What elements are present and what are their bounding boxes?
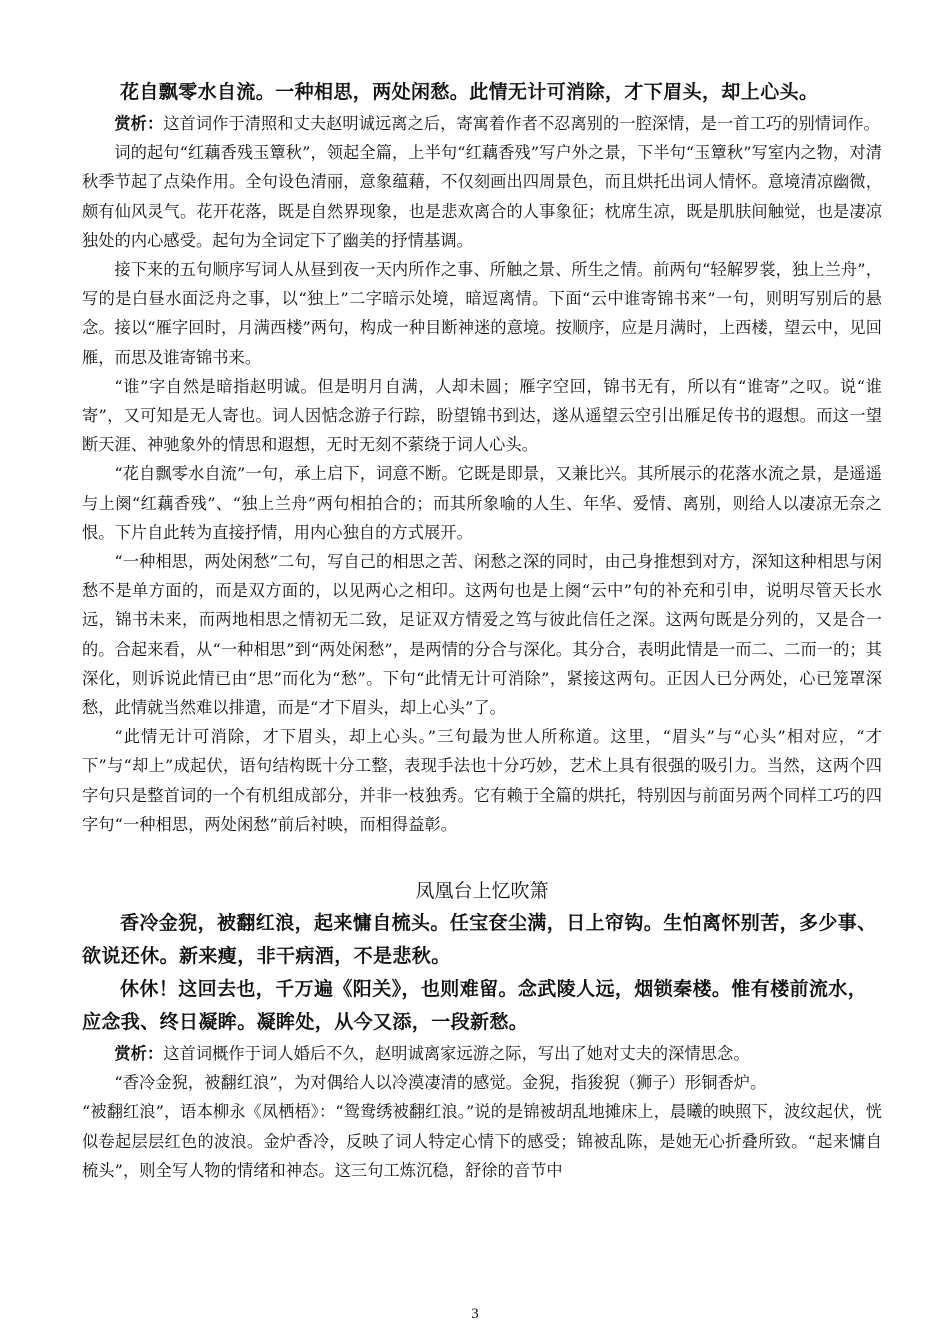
- page-number: 3: [471, 1306, 479, 1322]
- appreciation-intro: [82, 109, 882, 138]
- verse-line: 香冷金猊，被翻红浪，起来慵自梳头。任宝奁尘满，日上帘钩。生怕离怀别苦，多少事、欲说还休。新来瘦，非干病酒，不是悲秋。: [82, 912, 877, 968]
- paragraph: “花自飘零水自流”一句，承上启下，词意不断。它既是即景，又兼比兴。其所展示的花落水流之景，是遥遥与上阕“红藕香残”、“独上兰舟”两句相拍合的；而其所象喻的人生、年华、爱情、离别，则给人以凄凉无奈之恨。下片自此转为直接抒情，用内心独自的方式展开。: [82, 464, 882, 542]
- appreciation-label: 赏析：: [114, 114, 164, 133]
- paragraph: 接下来的五句顺序写词人从昼到夜一天内所作之事、所触之景、所生之情。前两句“轻解罗裳，独上兰舟”，写的是白昼水面泛舟之事，以“独上”二字暗示处境，暗逗离情。下面“云中谁寄锦书来”一句，则明写别后的悬念。接以“雁字回时，月满西楼”两句，构成一种目断神迷的意境。按顺序，应是月满时，上西楼，望云中，见回雁，而思及谁寄锦书来。: [82, 260, 882, 367]
- paragraph: “此情无计可消除，才下眉头，却上心头。”三句最为世人所称道。这里，“眉头”与“心头”相对应，“才下”与“却上”成起伏，语句结构既十分工整，表现手法也十分巧妙，艺术上具有很强的吸引力。当然，这两个四字句只是整首词的一个有机组成部分，并非一枝独秀。它有赖于全篇的烘托，特别因与前面另两个同样工巧的四字句“一种相思，两处闲愁”前后衬映，而相得益彰。: [82, 727, 882, 834]
- poem-title: 凤凰台上忆吹箫: [415, 880, 549, 903]
- text-column: [82, 76, 882, 1185]
- appreciation-label: 赏析：: [114, 1044, 164, 1064]
- verse-line: 休休！这回去也，千万遍《阳关》，也则难留。念武陵人远，烟锁秦楼。惟有楼前流水，应念我、终日凝眸。凝眸处，从今又添，一段新愁。: [82, 978, 868, 1034]
- paragraph: “一种相思，两处闲愁”二句，写自己的相思之苦、闲愁之深的同时，由己身推想到对方，深知这种相思与闲愁不是单方面的，而是双方面的，以见两心之相印。这两句也是上阕“云中”句的补充和引申，说明尽管天长水远，锦书未来，而两地相思之情初无二致，足证双方情爱之笃与彼此信任之深。这两句既是分列的，又是合一的。合起来看，从“一种相思”到“两处闲愁”，是两情的分合与深化。其分合，表明此情是一而二、二而一的；其深化，则诉说此情已由“思”而化为“愁”。下句“此情无计可消除”，紧接这两句。正因人已分两处，心已笼罩深愁，此情就当然难以排遣，而是“才下眉头，却上心头”了。: [82, 552, 882, 718]
- paragraph: “谁”字自然是暗指赵明诚。但是明月自满，人却未圆；雁字空回，锦书无有，所以有“谁寄”之叹。说“谁寄”，又可知是无人寄也。词人因惦念游子行踪，盼望锦书到达，遂从遥望云空引出雁足传书的遐想。而这一望断天涯、神驰象外的情思和遐想，无时无刻不萦绕于词人心头。: [82, 376, 882, 455]
- verse-tail: 花自飘零水自流。一种相思，两处闲愁。此情无计可消除，才下眉头，却上心头。: [120, 81, 819, 103]
- appreciation-intro-text: 这首词作于清照和丈夫赵明诚远离之后，寄寓着作者不忍离别的一腔深情，是一首工巧的别情词作。: [163, 114, 880, 133]
- appreciation-intro-text: 这首词概作于词人婚后不久，赵明诚离家远游之际，写出了她对丈夫的深情思念。: [163, 1044, 750, 1064]
- paragraph: “被翻红浪”，语本柳永《凤栖梧》：“鸳鸯绣被翻红浪。”说的是锦被胡乱地摊床上，晨曦的映照下，波纹起伏，恍似卷起层层红色的波浪。金炉香冷，反映了词人特定心情下的感受；锦被乱陈，是她无心折叠所致。“起来慵自梳头”，则全写人物的情绪和神态。这三句工炼沉稳，舒徐的音节中: [82, 1102, 882, 1180]
- paragraph: 词的起句“红藕香残玉簟秋”，领起全篇，上半句“红藕香残”写户外之景，下半句“玉簟秋”写室内之物，对清秋季节起了点染作用。全句设色清丽，意象蕴藉，不仅刻画出四周景色，而且烘托出词人情怀。意境清凉幽微，颇有仙风灵气。花开花落，既是自然界现象，也是悲欢离合的人事象征；枕席生凉，既是肌肤间触觉，也是凄凉独处的内心感受。起句为全词定下了幽美的抒情基调。: [82, 143, 882, 250]
- paragraph: “香冷金猊，被翻红浪”，为对偶给人以冷漠凄清的感觉。金猊，指狻猊（狮子）形铜香炉。: [114, 1073, 767, 1093]
- appreciation-intro: [82, 1039, 882, 1068]
